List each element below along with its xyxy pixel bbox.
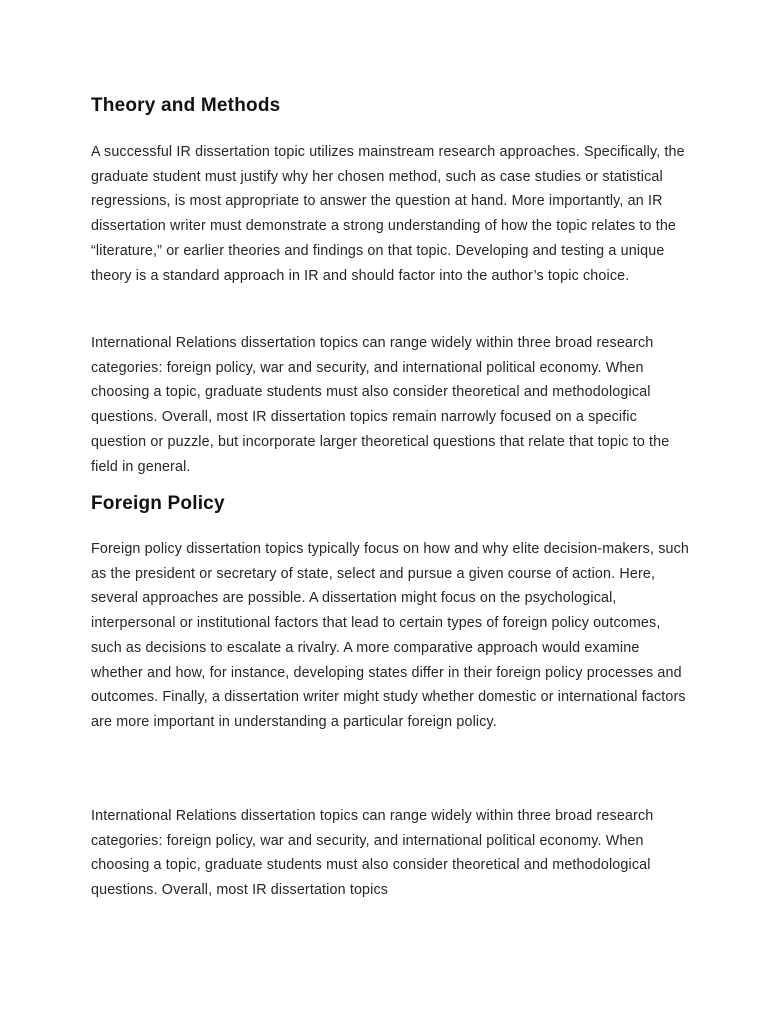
section-heading-theory-and-methods: Theory and Methods: [91, 95, 281, 116]
section-heading-foreign-policy: Foreign Policy: [91, 493, 225, 514]
paragraph: International Relations dissertation topics can range widely within three broad research categories: foreign policy, war and security, and international political economy. When choosing a topic, graduate students must also consider theoretical and methodological questions. Overall, most IR dissertation topics remain narrowly focused on a specific question or puzzle, but incorporate larger theoretical questions that relate that topic to the field in general.: [91, 335, 670, 475]
paragraph: Foreign policy dissertation topics typically focus on how and why elite decision-makers, such as the president or secretary of state, select and pursue a given course of action. Here, several approaches are possible. A dissertation might focus on the psychological, interpersonal or institutional factors that lead to certain types of foreign policy outcomes, such as decisions to escalate a rivalry. A more comparative approach would examine whether and how, for instance, developing states differ in their foreign policy processes and outcomes. Finally, a dissertation writer might study whether domestic or international factors are more important in understanding a particular foreign policy.: [91, 541, 690, 730]
paragraph: A successful IR dissertation topic utilizes mainstream research approaches. Specifically, the graduate student must justify why her chosen method, such as case studies or statistical regressions, is most appropriate to answer the question at hand. More importantly, an IR dissertation writer must demonstrate a strong understanding of how the topic relates to the “literature,” or earlier theories and findings on that topic. Developing and testing a unique theory is a standard approach in IR and should factor into the author’s topic choice.: [91, 144, 685, 284]
paragraph: International Relations dissertation topics can range widely within three broad research categories: foreign policy, war and security, and international political economy. When choosing a topic, graduate students must also consider theoretical and methodological questions. Overall, most IR dissertation topics: [91, 808, 654, 899]
